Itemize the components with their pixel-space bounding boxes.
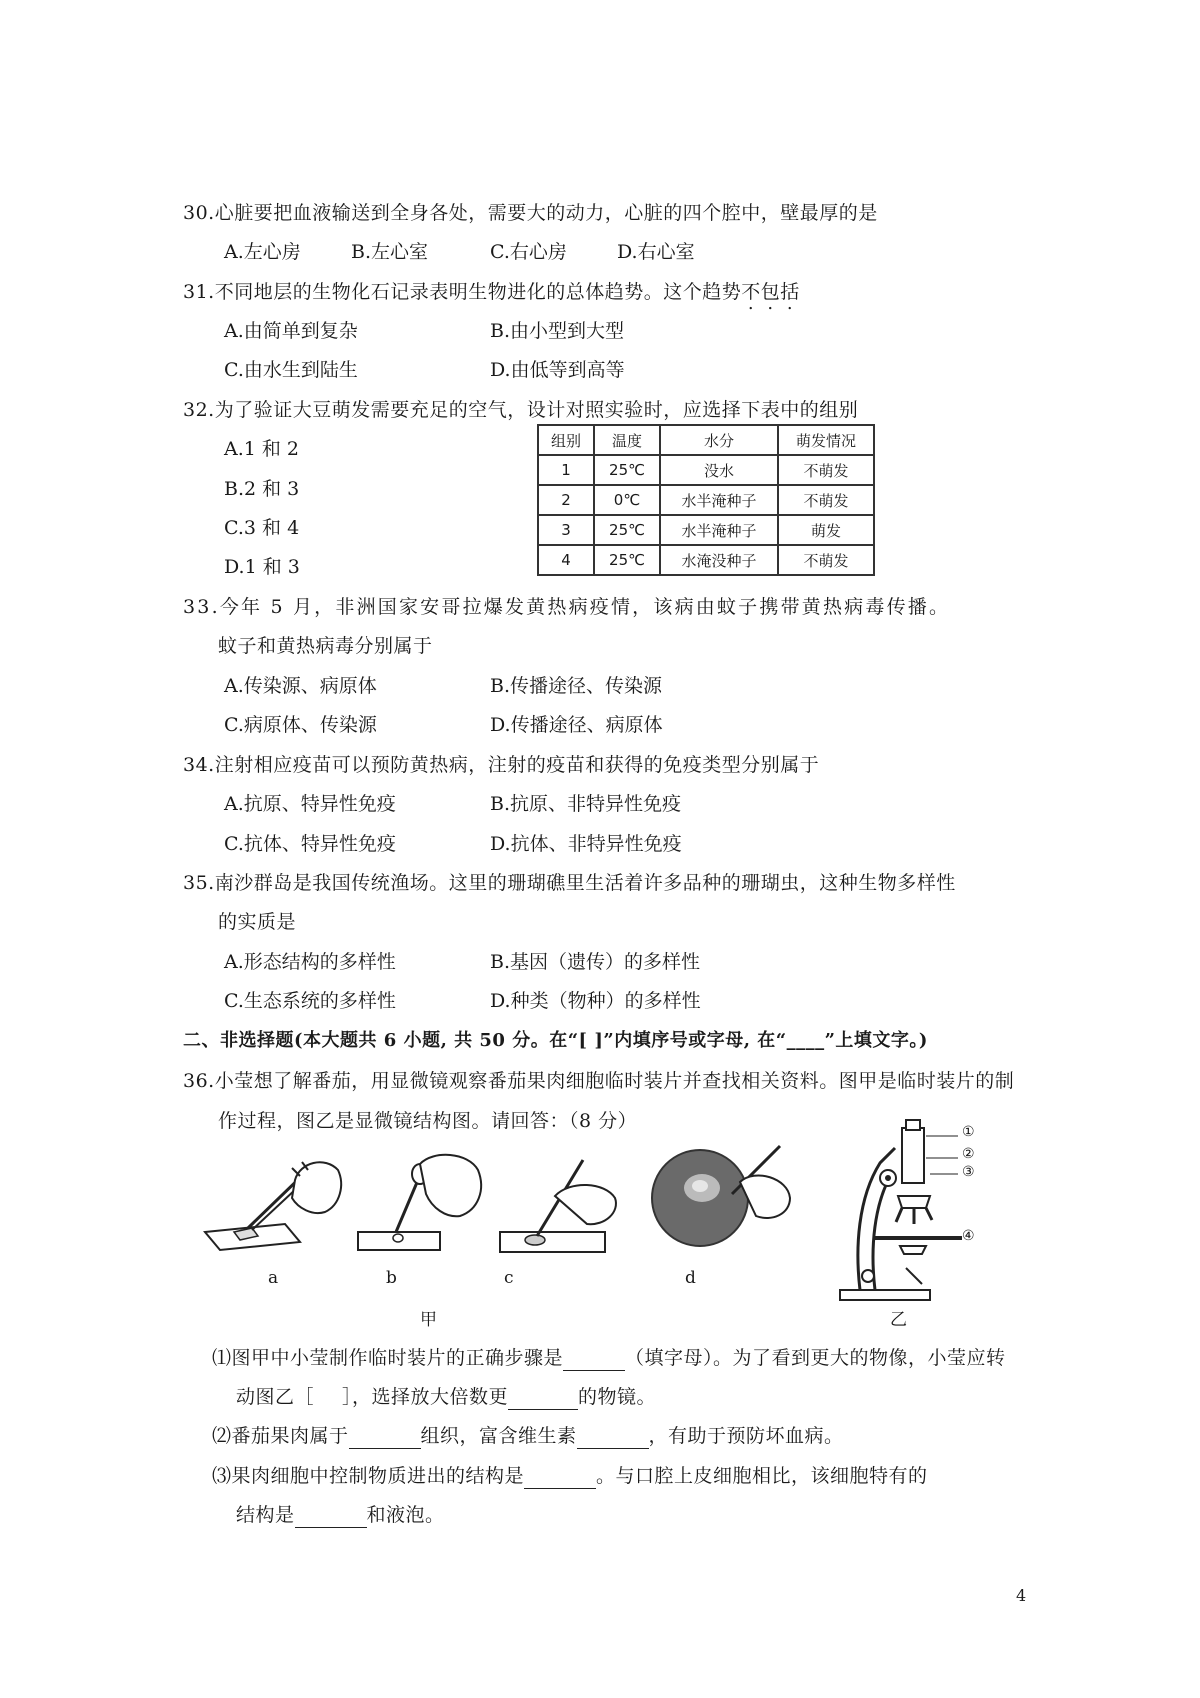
figure-label-yi: 乙: [890, 1310, 907, 1330]
q33-option-a: A.传染源、病原体: [224, 675, 377, 697]
table-cell: 3: [538, 515, 594, 545]
q34-stem: 34.注射相应疫苗可以预防黄热病，注射的疫苗和获得的免疫类型分别属于: [183, 754, 820, 776]
q36-sub2-text-c: ，有助于预防坏血病。: [648, 1425, 844, 1447]
answer-blank-tissue[interactable]: [349, 1428, 421, 1449]
figure-label-jia: 甲: [420, 1310, 437, 1330]
q36-sub1-text-e: 的物镜。: [578, 1386, 657, 1408]
table-row: [538, 515, 874, 545]
q31-option-a: A.由简单到复杂: [224, 320, 358, 342]
figure-label-a: a: [268, 1268, 279, 1288]
figure-b-slide-drop: [348, 1150, 493, 1260]
q34-option-b: B.抗原、非特异性免疫: [490, 793, 682, 815]
q34-option-d: D.抗体、非特异性免疫: [490, 833, 682, 855]
table-cell: 不萌发: [778, 545, 874, 575]
q36-sub1-text-a: ⑴图甲中小莹制作临时装片的正确步骤是: [212, 1347, 564, 1369]
q36-sub2-text-a: ⑵番茄果肉属于: [212, 1425, 349, 1447]
table-cell: 没水: [660, 455, 778, 485]
q31-stem: [183, 279, 800, 305]
q31-option-d: D.由低等到高等: [490, 359, 625, 381]
figure-a-slide-water: [200, 1150, 345, 1260]
table-header: 温度: [594, 425, 660, 455]
q30-option-d: D.右心室: [617, 241, 695, 263]
q32-option-c: C.3 和 4: [224, 517, 300, 539]
table-row: [538, 545, 874, 575]
table-cell: 萌发: [778, 515, 874, 545]
q32-stem: 32.为了验证大豆萌发需要充足的空气，设计对照实验时，应选择下表中的组别: [183, 399, 859, 421]
q30-option-b: B.左心室: [351, 241, 429, 263]
table-cell: 25℃: [594, 455, 660, 485]
q36-sub3-text-a: ⑶果肉细胞中控制物质进出的结构是: [212, 1465, 525, 1487]
q33-option-d: D.传播途径、病原体: [490, 714, 663, 736]
microscope-label-1: ①: [962, 1124, 975, 1140]
q33-option-c: C.病原体、传染源: [224, 714, 377, 736]
table-cell: 不萌发: [778, 485, 874, 515]
table-cell: 25℃: [594, 515, 660, 545]
q31-emphasis-3: 括: [780, 281, 800, 303]
q35-option-b: B.基因（遗传）的多样性: [490, 951, 701, 973]
q34-option-a: A.抗原、特异性免疫: [224, 793, 396, 815]
table-row: [538, 485, 874, 515]
q33-option-b: B.传播途径、传染源: [490, 675, 663, 697]
q35-option-a: A.形态结构的多样性: [224, 951, 396, 973]
answer-blank-steps[interactable]: [563, 1350, 625, 1371]
figure-c-cover-slip: [495, 1140, 625, 1260]
q35-stem-line1: 35.南沙群岛是我国传统渔场。这里的珊瑚礁里生活着许多品种的珊瑚虫，这种生物多样性: [183, 872, 956, 894]
table-row: [538, 455, 874, 485]
figure-label-b: b: [386, 1268, 397, 1288]
q32-option-b: B.2 和 3: [224, 478, 300, 500]
table-header: 水分: [660, 425, 778, 455]
q31-stem-text: 31.不同地层的生物化石记录表明生物进化的总体趋势。这个趋势: [183, 281, 742, 303]
table-cell: 水半淹种子: [660, 485, 778, 515]
table-cell: 不萌发: [778, 455, 874, 485]
q36-sub3-text-c: 结构是: [236, 1504, 295, 1526]
answer-blank-vitamin[interactable]: [577, 1428, 649, 1449]
q33-stem-line2: 蚊子和黄热病毒分别属于: [218, 635, 433, 657]
q35-option-d: D.种类（物种）的多样性: [490, 990, 701, 1012]
table-cell: 1: [538, 455, 594, 485]
figure-d-tomato: [640, 1138, 800, 1258]
q31-emphasis-2: 包: [760, 281, 781, 303]
q35-option-c: C.生态系统的多样性: [224, 990, 396, 1012]
table-header: 萌发情况: [778, 425, 874, 455]
q36-sub3-text-d: 和液泡。: [366, 1504, 445, 1526]
answer-blank-membrane[interactable]: [524, 1468, 596, 1489]
q31-option-c: C.由水生到陆生: [224, 359, 358, 381]
table-cell: 0℃: [594, 485, 660, 515]
q36-sub1-line1: [212, 1345, 1006, 1371]
microscope-label-3: ③: [962, 1164, 975, 1180]
table-cell: 水淹没种子: [660, 545, 778, 575]
q36-sub3-line2: [236, 1502, 445, 1528]
table-cell: 4: [538, 545, 594, 575]
table-header-row: [538, 425, 874, 455]
q31-option-b: B.由小型到大型: [490, 320, 625, 342]
q30-option-a: A.左心房: [224, 241, 301, 263]
q32-experiment-table: [537, 424, 875, 576]
q35-stem-line2: 的实质是: [218, 911, 297, 933]
q31-emphasis-1: 不: [741, 281, 761, 303]
microscope-label-2: ②: [962, 1146, 975, 1162]
table-cell: 水半淹种子: [660, 515, 778, 545]
q36-sub2-text-b: 组织，富含维生素: [420, 1425, 577, 1447]
microscope-label-4: ④: [962, 1228, 975, 1244]
section2-title: 二、非选择题(本大题共 6 小题, 共 50 分。在“[ ]”内填序号或字母, 在“____”上填文字。): [183, 1030, 928, 1051]
q36-stem-line1: 36.小莹想了解番茄，用显微镜观察番茄果肉细胞临时装片并查找相关资料。图甲是临时装片的制: [183, 1070, 1015, 1092]
figure-label-d: d: [685, 1268, 696, 1288]
table-cell: 2: [538, 485, 594, 515]
q36-sub2-line: [212, 1423, 844, 1449]
q36-sub3-line1: [212, 1463, 928, 1489]
q36-sub1-text-c: 动图乙［: [236, 1386, 315, 1408]
q36-sub1-text-b: （填字母）。为了看到更大的物像，小莹应转: [625, 1347, 1006, 1369]
page-number: 4: [1016, 1586, 1027, 1605]
q36-sub3-text-b: 。与口腔上皮细胞相比，该细胞特有的: [596, 1465, 928, 1487]
answer-blank-cell-wall[interactable]: [295, 1507, 367, 1528]
q30-stem: 30.心脏要把血液输送到全身各处，需要大的动力，心脏的四个腔中，壁最厚的是: [183, 202, 878, 224]
q32-option-d: D.1 和 3: [224, 556, 300, 578]
q30-option-c: C.右心房: [490, 241, 567, 263]
figure-label-c: c: [504, 1268, 514, 1288]
answer-blank-magnification[interactable]: [508, 1389, 578, 1410]
q36-stem-line2: 作过程，图乙是显微镜结构图。请回答：（8 分）: [218, 1110, 638, 1132]
table-header: 组别: [538, 425, 594, 455]
q32-option-a: A.1 和 2: [224, 438, 300, 460]
q36-sub1-text-d: ］，选择放大倍数更: [342, 1386, 509, 1408]
q34-option-c: C.抗体、特异性免疫: [224, 833, 396, 855]
q36-sub1-line2: [236, 1384, 656, 1410]
q33-stem-line1: 33.今年 5 月，非洲国家安哥拉爆发黄热病疫情，该病由蚊子携带黄热病毒传播。: [183, 596, 951, 618]
table-cell: 25℃: [594, 545, 660, 575]
